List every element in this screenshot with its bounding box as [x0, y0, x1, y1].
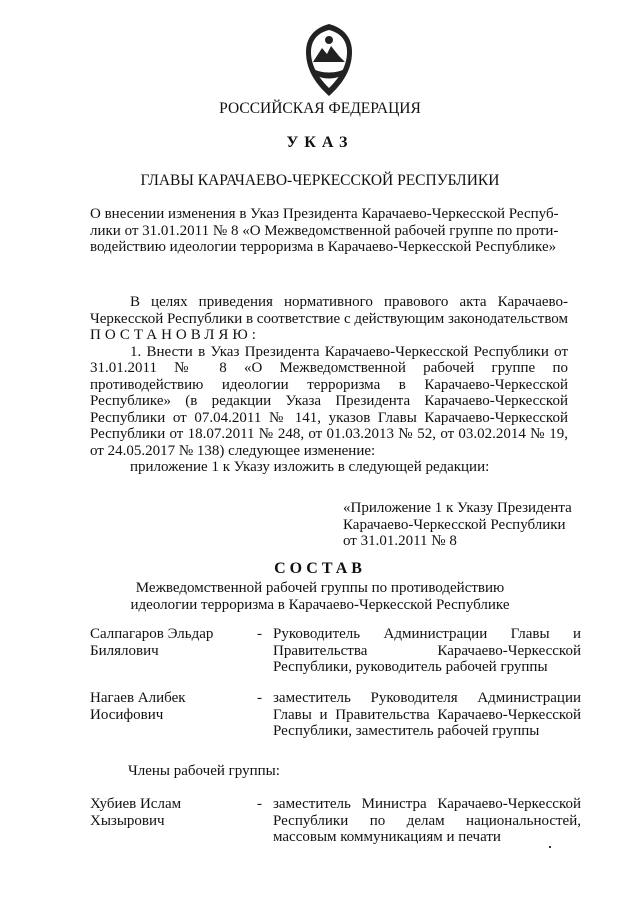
item-1-sub-paragraph: приложение 1 к Указу изложить в следующей редакции:: [130, 459, 490, 475]
member-role: заместитель Министра Карачаево-Черкесской Республики по делам национальностей, массовым коммуникациям и печати: [273, 796, 581, 845]
decree-body: [90, 294, 568, 476]
preamble-paragraph: В целях приведения нормативного правового акта Карачаево-Черкесской Республики в соответствие с действующим законодательством: [90, 294, 569, 327]
member-role: Руководитель Администрации Главы и Правительства Карачаево-Черкесской Республики, руководитель рабочей группы: [273, 626, 581, 675]
member-dash: -: [257, 690, 262, 706]
composition-subtitle-line-1: Межведомственной рабочей группы по противодействию: [135, 580, 505, 596]
member-name: Хубиев Ислам Хызырович: [90, 796, 182, 829]
member-role: заместитель Руководителя Администрации Главы и Правительства Карачаево-Черкесской Республики, заместитель рабочей группы: [273, 690, 581, 739]
member-name: Нагаев Алибек Иосифович: [90, 690, 186, 723]
item-1-paragraph: 1. Внести в Указ Президента Карачаево-Черкесской Республики от 31.01.2011 № 8 «О Межведомственной рабочей группе по противодействию идеологии терроризма в Карачаево-Черкесской Республике» (в редакции Указа Президента Карачаево-Черкесской Республики от 07.04.2011 № 141, указов Главы Карачаево-Черкесской Республики от 18.07.2011 № 248, от 01.03.2013 № 52, от 03.02.2014 № 19, от 24.05.2017 № 138) следующее изменение:: [90, 343, 568, 459]
composition-title: СОСТАВ: [274, 560, 366, 577]
appendix-line-2: Карачаево-Черкесской Республики: [343, 516, 566, 533]
document-type-heading: УКАЗ: [286, 134, 354, 151]
decree-subject: [90, 206, 568, 256]
members-label: Члены рабочей группы:: [128, 763, 280, 779]
appendix-line-1: «Приложение 1 к Указу Президента: [343, 500, 572, 516]
member-name: Салпагаров Эльдар Билялович: [90, 626, 214, 659]
composition-subtitle-line-2: идеологии терроризма в Карачаево-Черкесской Республике: [130, 596, 510, 613]
coat-of-arms-emblem: [298, 22, 360, 98]
issuer-heading: ГЛАВЫ КАРАЧАЕВО-ЧЕРКЕССКОЙ РЕСПУБЛИКИ: [140, 172, 500, 189]
appendix-line-3: от 31.01.2011 № 8: [343, 533, 457, 549]
member-dash: -: [257, 796, 262, 812]
composition-subtitle: [60, 580, 580, 613]
appendix-header: [343, 500, 593, 550]
member-dash: -: [257, 626, 262, 642]
scan-speck: [549, 846, 551, 848]
subject-line-3: водействию идеологии терроризма в Карачаево-Черкесской Республике»: [90, 239, 557, 255]
subject-line-1: О внесении изменения в Указ Президента Карачаево-Черкесской Респуб-: [90, 206, 559, 222]
subject-line-2: лики от 31.01.2011 № 8 «О Межведомственной рабочей группе по проти-: [90, 222, 559, 239]
decree-word: ПОСТАНОВЛЯЮ:: [90, 327, 260, 343]
country-heading: РОССИЙСКАЯ ФЕДЕРАЦИЯ: [219, 100, 421, 117]
